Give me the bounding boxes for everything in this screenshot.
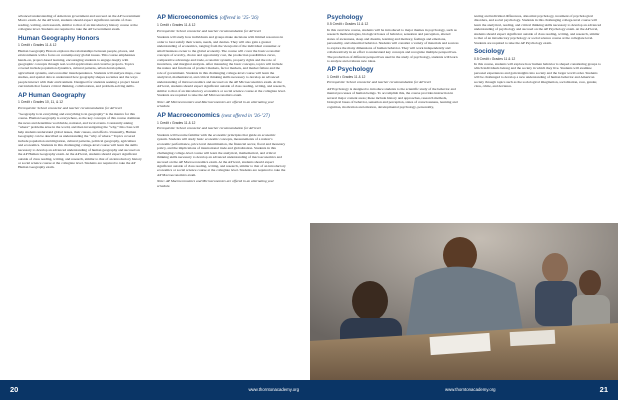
left-column-1	[18, 14, 142, 172]
ap-psychology-credit: 1 Credit • Grades 11 & 12	[327, 74, 366, 79]
human-geo-honors-body: Human Geography Honors explores the relationships between people, places, and environments with a focus on contemporary global issues. This course emphasizes hands-on, project-based learning, encouraging students to engage deeply with geographic concepts through real-world applications and creative projects. Topics covered include population dynamics, cultural patterns, urban development, agricultural systems, and economic interdependence. Students will analyze maps, case studies, and spatial data to understand how geography shapes societies and the ways people interact with their environment. Designed for students seeking a project based curriculum that fosters critical thinking, collaboration, and problem-solving skills.	[18, 48, 141, 89]
left-page-number: 20	[10, 385, 19, 394]
ap-macro-note: Note: AP Macroeconomics and Microeconomics are offered in an alternating year schedule.	[157, 179, 274, 188]
right-column-1	[327, 14, 459, 111]
ap-macro-credit: 1 Credit • Grades 11 & 12	[157, 120, 196, 125]
ap-micro-body: Students will study how individuals and groups make decisions with limited resources in order to best satisfy their wants, needs, and desires. They will also gain a greater understanding of economics, ranging from the viewpoint of the individual consumer or small business owner to the global economy. The course will cover the basic economic concepts of scarcity, choice and opportunity cost, the production possibilities curve, comparative advantage and trade, economic systems, property rights and the role of incentives, and marginal analysis. After mastering the basic concepts, topics will include the nature and functions of product markets, factor markets, and market failure and the role of government. Students in this challenging college-level course will learn the analytical, mathematical, and critical thinking skills necessary to develop an advanced understanding of microeconomics and succeed on the AP Microeconomics exam. At the AP level, students should expect significant outside of class reading, writing, and research, similar to that of an introductory economics or social science course at the collegiate level. Students are required to take the AP Microeconomics exam.	[157, 35, 286, 98]
right-column-2	[474, 14, 602, 91]
ap-psychology-continuation: testing and individual differences, abnormal psychology, treatment of psychological disorders, and social psychology. Students in this challenging college-level course will learn the analytical, reading, and critical thinking skills necessary to develop an advanced understanding of psychology and succeed on the AP Psychology exam. At the AP level, students should expect significant outside of class reading, writing, and research, similar to that of an introductory psychology or social science course at the collegiate level. Students are required to take the AP Psychology exam.	[474, 14, 602, 45]
ap-micro-prereq: Prerequisite: School counselor and teacher recommendation for AP level	[157, 28, 261, 33]
ap-psychology-title: AP Psychology	[327, 66, 374, 74]
ap-macro-prereq: Prerequisite: School counselor and teacher recommendation for AP level	[157, 126, 261, 131]
ap-micro-heading	[157, 14, 286, 22]
ap-micro-offered-note: (offered in ’25-’26)	[219, 16, 259, 21]
sociology-credit: 0.5 Credit • Grades 11 & 12	[474, 56, 516, 61]
ap-human-geo-prereq: Prerequisite: School counselor and teacher recommendation for AP level	[18, 105, 122, 110]
ap-micro-title: AP Microeconomics	[157, 14, 218, 21]
ap-macro-heading	[157, 112, 286, 120]
right-footer-bar	[309, 380, 618, 400]
ap-macro-offered-note: (next offered in ’26-’27)	[221, 113, 270, 119]
sociology-body: In this course, students will explore how human behavior is shaped considering groups to which individuals belong and the society in which they live. Students will examine personal experiences and gain insights into society and the larger world order. Students will be challenged to develop a new understanding of human behavior and American society through topics such as the sociological imagination, socialization, race, gender, class, crime, and deviance.	[474, 61, 601, 89]
left-column-2	[157, 14, 286, 190]
sociology-title: Sociology	[474, 48, 505, 56]
psychology-title: Psychology	[327, 14, 363, 21]
human-geo-honors-credit: 1 Credit • Grades 11 & 12	[18, 43, 57, 48]
ap-micro-note: Note: AP Microeconomics and Macroeconomics are offered in an alternating year schedule.	[157, 99, 274, 109]
ap-human-geo-body: “Geography is in everything and everything is in geography” is the mantra for this course. Human Geography is everywhere, as the key concepts of this course dominate the news and determine worldwide, national, and local events. Constantly asking “where” problems arise in the world, and then investigating the “why,” this class will help students understand global issues, their causes, and effects. Unusually, Human Geography can be described as understanding the “why of where.” Topics covered include population and migration, cultural patterns, political geography, agriculture and economics. Students in this challenging college-level course will learn the skills necessary to develop an advanced understanding of human geography and succeed on the AP Human Geography exam. At the AP level, students should expect significant outside of class reading, writing, and research, similar to that of an introductory history or social science course at the collegiate level. Students are required to take the AP Human Geography exam.	[18, 111, 142, 170]
ap-micro-credit: 1 Credit • Grades 11 & 12	[157, 23, 196, 28]
ap-psychology-body: AP Psychology is designed to introduce students to the scientific study of the behavior and mental processes of human beings. To accomplish this, the course provides instruction in several major content areas; these include history and approaches, research methods, biological bases of behavior, sensation and perception, states of consciousness, learning and cognition, motivation and emotion, developmental psychology, personality,	[327, 86, 458, 109]
right-page-number: 21	[599, 385, 608, 394]
ap-human-geo-credit: 1 Credit • Grades 10, 11, & 12	[18, 100, 64, 105]
ap-macro-body: Students will become familiar with the economic principles that guide an economic system. Students will study basic economic concepts, measurements of a nation’s economic performance, price level determination, the financial sector, fiscal and monetary policy, and the implications of international trade and globalization. Students in this challenging college-level course will learn the analytical, mathematical, and critical thinking skills necessary to develop an advanced understanding of macroeconomics and succeed on the AP Macroeconomics exam. At the AP level, students should expect significant outside of class reading, writing, and research, similar to that of an introductory economics or social science course at the collegiate level. Students are required to take the AP Macroeconomics exam.	[157, 132, 286, 177]
ap-psychology-prereq: Prerequisite: School counselor and teacher recommendation for AP level	[327, 80, 431, 85]
gov-continuation-text: advanced understanding of American government and succeed on the AP Government Macro exam. At the AP level, students should expect significant outside of class reading, writing, and research, similar to that of an introductory history course at the collegiate level. Students are required to take the AP Government exam.	[18, 14, 141, 32]
psychology-credit: 0.5 Credit • Grades 11 & 12	[327, 22, 369, 27]
classroom-photo-illustration	[310, 223, 618, 380]
classroom-photo	[310, 223, 618, 380]
human-geo-honors-title: Human Geography Honors	[18, 34, 100, 42]
ap-macro-title: AP Macroeconomics	[157, 111, 220, 119]
left-footer-bar	[0, 380, 309, 400]
right-footer-url[interactable]: www.thorntonacademy.org	[445, 387, 496, 392]
ap-human-geo-title: AP Human Geography	[18, 91, 86, 99]
left-footer-url[interactable]: www.thorntonacademy.org	[248, 387, 299, 392]
psychology-body: In this overview course, students will be introduced to major themes in psychology, such as research methodologies, biological bases of behavior, sensation and perception, altered states of awareness, sleep and dreams, learning and memory, feelings and emotions, personality, and abnormal behavior. Students will consider a variety of materials and sources to explore the many dimensions of human behavior. They will work independently and collaboratively in an effort to understand key concepts and recognize multiple perspectives. The production of different perspectives used in the study of psychology, students will learn to analyze and evaluate new ideas.	[327, 27, 459, 63]
